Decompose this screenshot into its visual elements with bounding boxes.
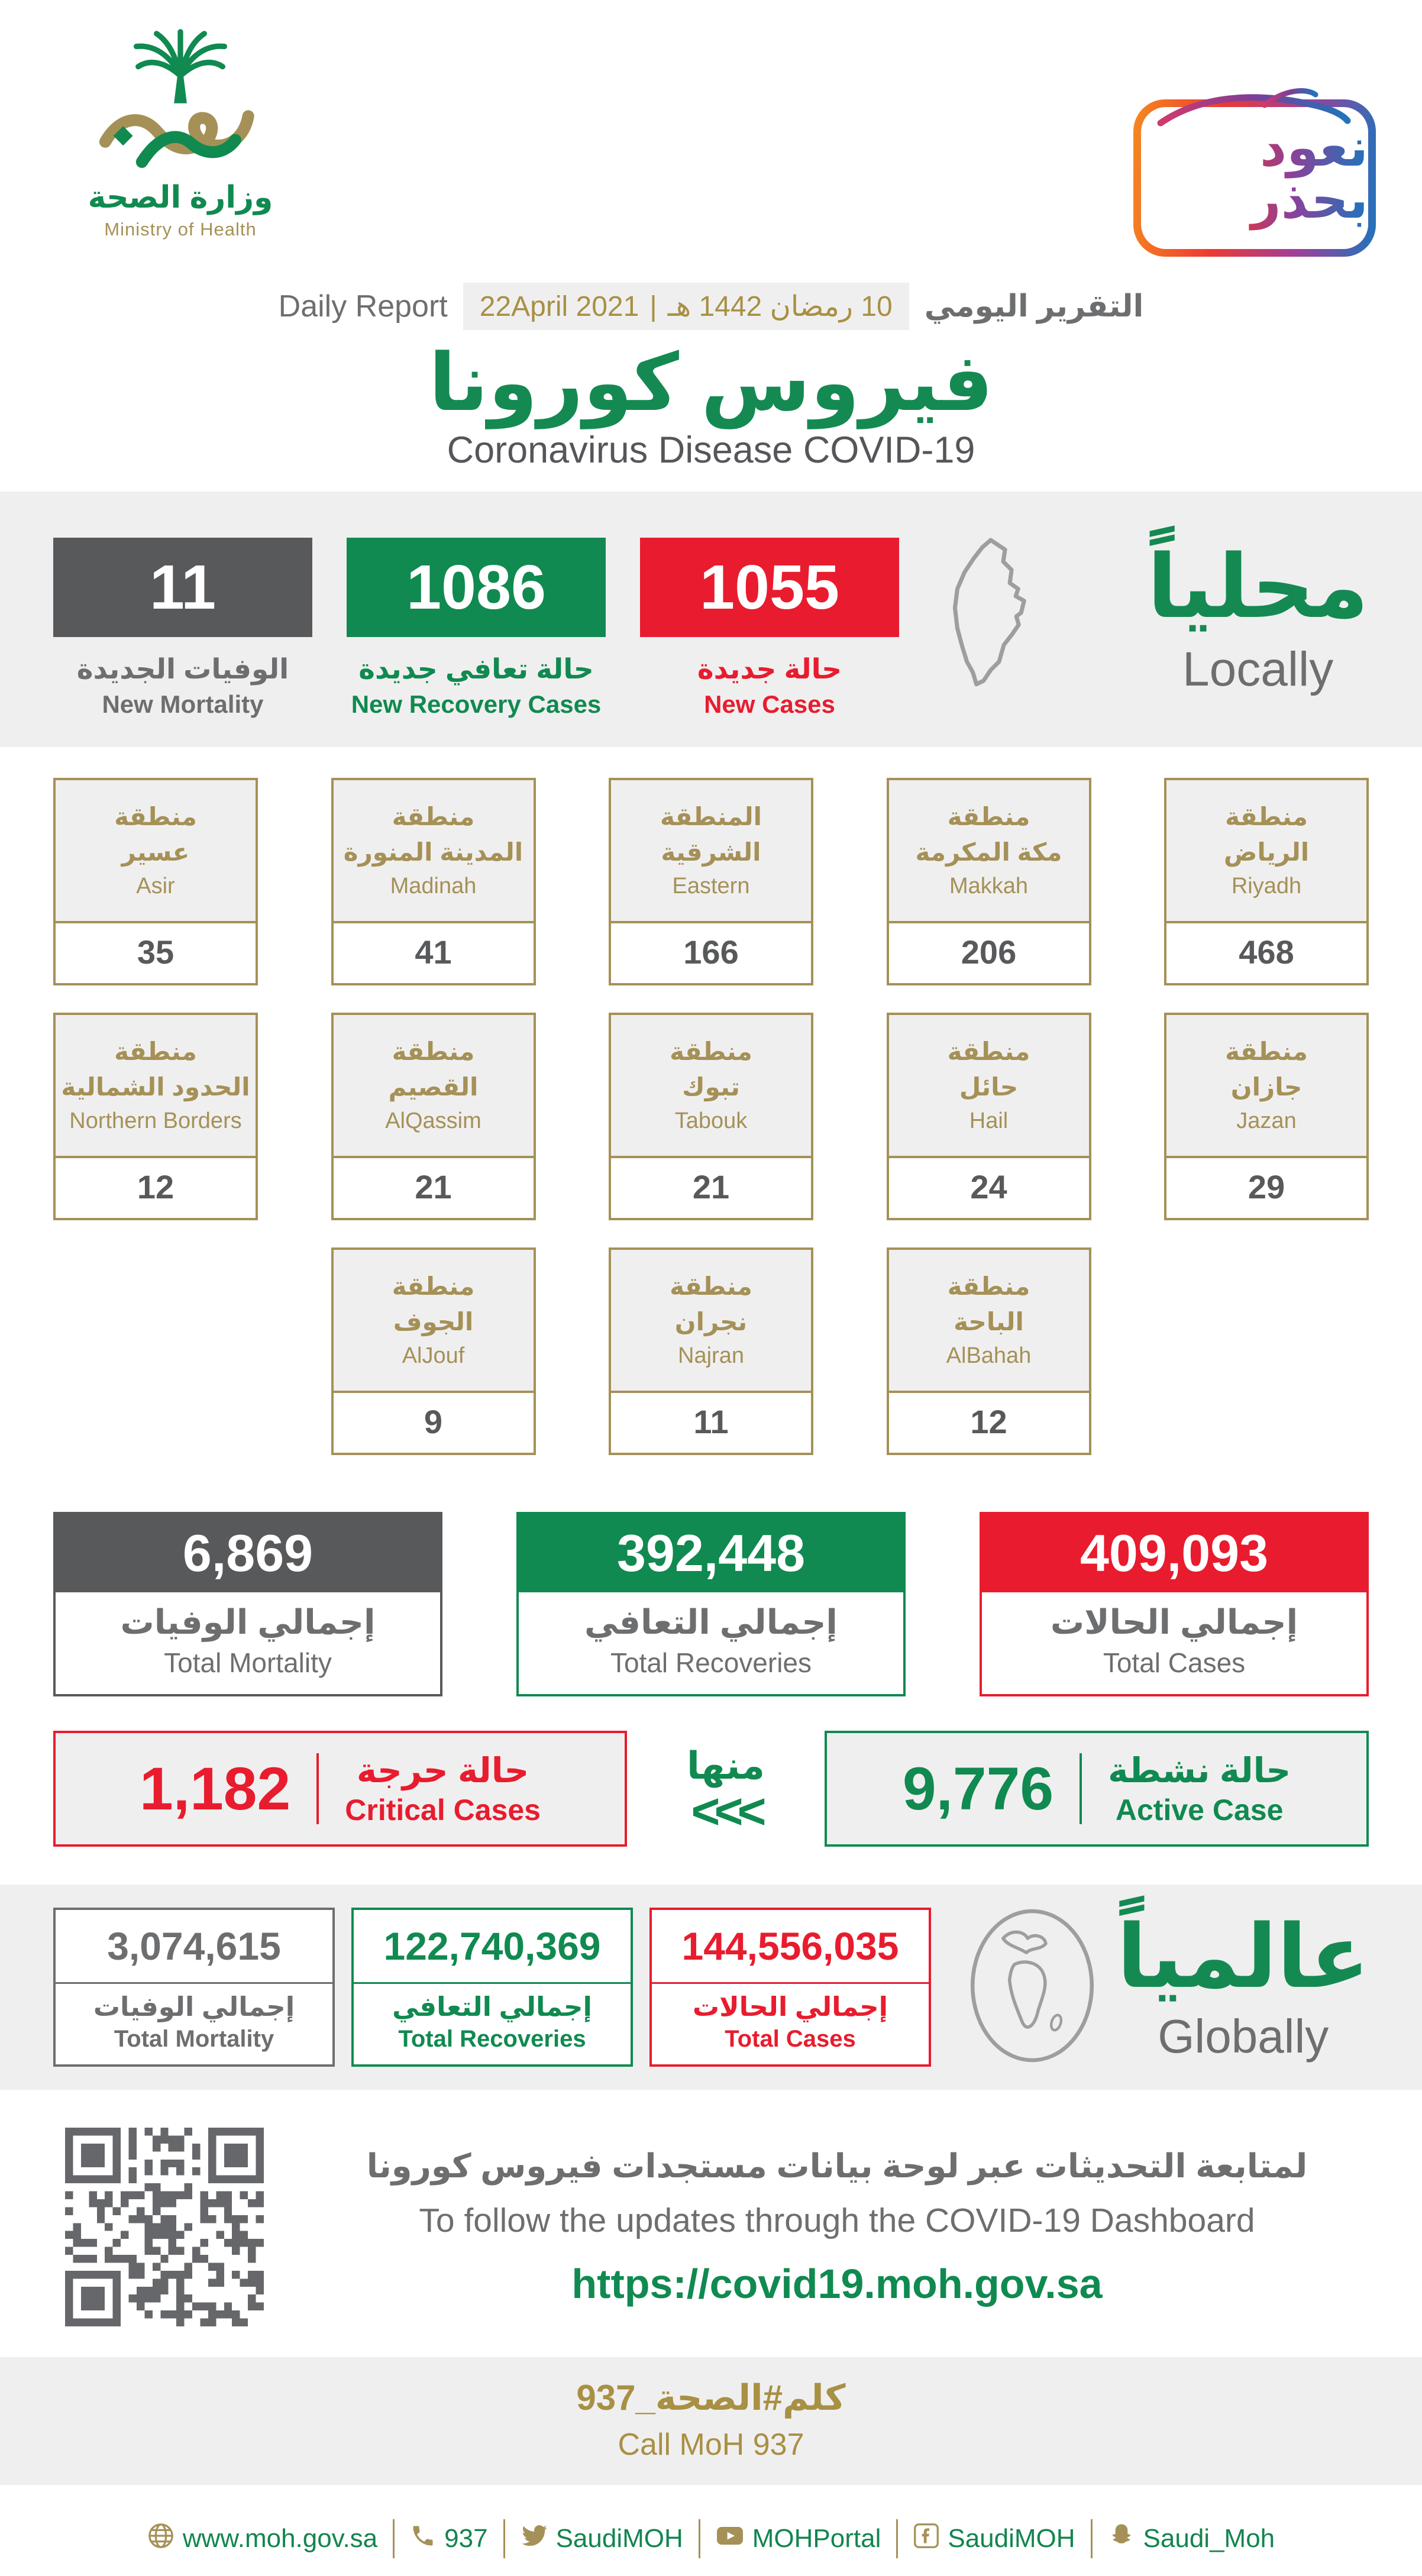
global-total-cases-label-ar: إجمالي الحالات xyxy=(692,1992,888,2022)
page-title-english: Coronavirus Disease COVID-19 xyxy=(447,429,975,471)
global-total-mortality-box xyxy=(53,1908,335,2067)
return-with-caution-badge xyxy=(1133,99,1376,257)
region-name-arabic-prefix: منطقة xyxy=(1225,802,1308,830)
global-total-mortality-label-en: Total Mortality xyxy=(114,2026,274,2053)
new-recovery-label-ar: حالة تعافي جديدة xyxy=(358,653,594,685)
region-card xyxy=(53,1013,258,1220)
divider xyxy=(393,2519,395,2558)
globe-icon xyxy=(147,2522,174,2556)
footer-youtube-link[interactable]: MOHPortal xyxy=(716,2522,881,2556)
critical-cases-label-ar: حالة حرجة xyxy=(356,1751,529,1790)
region-name-arabic-prefix: منطقة xyxy=(392,1272,475,1300)
call-center-label-ar: كلم#الصحة_937 xyxy=(576,2378,846,2418)
total-recoveries-value: 392,448 xyxy=(616,1524,806,1583)
divider xyxy=(896,2519,898,2558)
globe-icon xyxy=(964,1905,1100,2070)
global-total-recoveries-box xyxy=(351,1908,633,2067)
region-name-english: Northern Borders xyxy=(69,1108,242,1134)
total-mortality-box xyxy=(53,1512,442,1696)
region-name-arabic: جازان xyxy=(1230,1072,1303,1101)
palm-tree-logo-icon xyxy=(56,22,305,179)
regions-grid xyxy=(53,778,1369,1455)
total-recoveries-label-ar: إجمالي التعافي xyxy=(584,1604,838,1642)
dashboard-url-link[interactable]: https://covid19.moh.gov.sa xyxy=(571,2261,1103,2307)
region-new-cases-value: 12 xyxy=(970,1403,1007,1441)
daily-report-label-en: Daily Report xyxy=(278,289,448,324)
dashboard-note-ar: لمتابعة التحديثات عبر لوحة بيانات مستجدات فيروس كورونا xyxy=(366,2147,1308,2185)
divider xyxy=(316,1753,319,1824)
region-name-english: Asir xyxy=(136,874,175,899)
facebook-icon xyxy=(913,2523,939,2555)
locally-heading xyxy=(1147,538,1369,697)
global-total-recoveries-label-en: Total Recoveries xyxy=(398,2026,586,2053)
dashboard-section xyxy=(65,2128,1357,2326)
footer-contact-bar xyxy=(0,2485,1422,2576)
region-name-arabic: حائل xyxy=(959,1072,1019,1101)
globally-section xyxy=(0,1885,1422,2090)
region-name-english: AlQassim xyxy=(385,1108,481,1134)
logo-title-arabic: وزارة الصحة xyxy=(88,180,273,215)
region-name-arabic: مكة المكرمة xyxy=(915,838,1062,866)
region-name-arabic: المدينة المنورة xyxy=(343,838,523,866)
local-totals-section xyxy=(53,1512,1369,1696)
snapchat-icon xyxy=(1108,2522,1135,2556)
region-name-english: Riyadh xyxy=(1231,874,1302,899)
locally-heading-en: Locally xyxy=(1182,642,1334,696)
active-cases-label-ar: حالة نشطة xyxy=(1108,1751,1291,1790)
divider xyxy=(699,2519,700,2558)
total-cases-value: 409,093 xyxy=(1080,1524,1269,1583)
critical-cases-value: 1,182 xyxy=(140,1754,291,1822)
region-name-arabic-prefix: منطقة xyxy=(670,1272,752,1300)
region-new-cases-value: 9 xyxy=(424,1403,443,1441)
total-recoveries-label-en: Total Recoveries xyxy=(610,1647,812,1679)
region-card xyxy=(53,778,258,985)
region-name-arabic: عسير xyxy=(121,838,190,866)
region-name-english: Jazan xyxy=(1236,1108,1297,1134)
region-name-arabic: تبوك xyxy=(682,1072,740,1101)
critical-active-section xyxy=(53,1731,1369,1847)
region-name-english: AlBahah xyxy=(946,1343,1032,1369)
new-recovery-stat xyxy=(347,538,606,719)
region-name-english: AlJouf xyxy=(402,1343,465,1369)
region-name-arabic-prefix: منطقة xyxy=(947,1037,1030,1065)
divider xyxy=(503,2519,505,2558)
new-cases-value-box: 1055 xyxy=(640,538,899,637)
globally-heading xyxy=(1117,1908,1370,2063)
call-center-band xyxy=(0,2357,1422,2485)
region-card xyxy=(1164,1013,1369,1220)
badge-text: نعود بحذر xyxy=(1141,122,1368,234)
region-card xyxy=(609,1013,813,1220)
region-new-cases-value: 166 xyxy=(683,933,739,971)
new-mortality-label-ar: الوفيات الجديدة xyxy=(76,653,289,685)
global-total-mortality-value: 3,074,615 xyxy=(56,1910,332,1984)
new-mortality-label-en: New Mortality xyxy=(102,690,264,719)
region-card xyxy=(331,1013,536,1220)
region-name-english: Hail xyxy=(969,1108,1009,1134)
region-name-arabic-prefix: منطقة xyxy=(947,1272,1030,1300)
of-which-label-ar: منها xyxy=(686,1744,765,1788)
active-cases-box xyxy=(825,1731,1369,1847)
region-card xyxy=(1164,778,1369,985)
region-name-english: Eastern xyxy=(672,874,750,899)
total-mortality-value: 6,869 xyxy=(182,1524,314,1583)
region-name-arabic: نجران xyxy=(674,1307,748,1336)
region-name-arabic: الحدود الشمالية xyxy=(61,1072,250,1101)
region-new-cases-value: 206 xyxy=(961,933,1017,971)
region-name-arabic: الجوف xyxy=(393,1307,474,1336)
logo-title-english: Ministry of Health xyxy=(104,219,257,240)
chevrons-left-icon: <<< xyxy=(691,1783,761,1840)
date-gregorian: 22April 2021 xyxy=(479,290,639,322)
region-name-arabic: الباحة xyxy=(954,1307,1024,1336)
saudi-map-icon xyxy=(933,534,1065,698)
new-recovery-label-en: New Recovery Cases xyxy=(351,690,602,719)
region-name-arabic-prefix: منطقة xyxy=(670,1037,752,1065)
global-total-cases-label-en: Total Cases xyxy=(725,2026,856,2053)
global-total-cases-box xyxy=(649,1908,931,2067)
region-card xyxy=(331,778,536,985)
new-mortality-stat xyxy=(53,538,312,719)
divider xyxy=(1091,2519,1093,2558)
global-total-mortality-label-ar: إجمالي الوفيات xyxy=(93,1992,295,2022)
total-mortality-label-en: Total Mortality xyxy=(164,1647,332,1679)
date-hijri: 10 رمضان 1442 هـ xyxy=(667,291,893,322)
region-new-cases-value: 21 xyxy=(415,1168,452,1206)
active-cases-label-en: Active Case xyxy=(1115,1793,1284,1827)
date-separator: | xyxy=(649,290,657,322)
region-name-arabic-prefix: منطقة xyxy=(1225,1037,1308,1065)
region-new-cases-value: 11 xyxy=(693,1403,729,1441)
total-cases-label-ar: إجمالي الحالات xyxy=(1050,1604,1298,1642)
region-new-cases-value: 29 xyxy=(1248,1168,1285,1206)
new-cases-stat xyxy=(640,538,899,719)
region-new-cases-value: 12 xyxy=(137,1168,174,1206)
active-cases-value: 9,776 xyxy=(902,1754,1054,1822)
region-name-arabic-prefix: منطقة xyxy=(114,1037,197,1065)
divider xyxy=(1080,1753,1082,1824)
footer-website-link[interactable]: www.moh.gov.sa xyxy=(147,2522,377,2556)
region-name-arabic-prefix: منطقة xyxy=(947,802,1030,830)
locally-heading-ar: محلياً xyxy=(1147,538,1369,636)
region-name-arabic: الرياض xyxy=(1223,838,1310,866)
new-cases-label-ar: حالة جديدة xyxy=(697,653,842,685)
region-card xyxy=(887,778,1091,985)
total-cases-label-en: Total Cases xyxy=(1103,1647,1246,1679)
report-date xyxy=(463,283,909,330)
region-name-english: Makkah xyxy=(949,874,1029,899)
badge-swoosh-icon xyxy=(1157,79,1352,138)
of-which-indicator xyxy=(681,1744,771,1840)
region-name-english: Madinah xyxy=(390,874,477,899)
region-card xyxy=(887,1013,1091,1220)
region-name-arabic-prefix: منطقة xyxy=(392,802,475,830)
ministry-of-health-logo xyxy=(56,22,305,240)
total-recoveries-box xyxy=(516,1512,906,1696)
locally-section xyxy=(0,492,1422,747)
global-total-recoveries-value: 122,740,369 xyxy=(354,1910,631,1984)
region-card xyxy=(609,1247,813,1455)
critical-cases-box xyxy=(53,1731,627,1847)
phone-icon xyxy=(410,2523,436,2555)
region-name-english: Tabouk xyxy=(674,1108,748,1134)
page-title-arabic: فيروس كورونا xyxy=(428,339,994,427)
region-name-arabic-prefix: المنطقة xyxy=(660,802,762,830)
call-center-label-en: Call MoH 937 xyxy=(618,2428,804,2462)
youtube-icon xyxy=(716,2522,744,2556)
new-recovery-value-box: 1086 xyxy=(347,538,606,637)
region-new-cases-value: 24 xyxy=(970,1168,1007,1206)
region-new-cases-value: 468 xyxy=(1239,933,1294,971)
region-name-english: Najran xyxy=(678,1343,744,1369)
total-cases-box xyxy=(980,1512,1369,1696)
global-total-recoveries-label-ar: إجمالي التعافي xyxy=(392,1992,592,2022)
globally-heading-ar: عالمياً xyxy=(1117,1908,1370,2006)
region-new-cases-value: 41 xyxy=(415,933,452,971)
globally-heading-en: Globally xyxy=(1158,2009,1329,2063)
qr-code xyxy=(65,2128,264,2326)
critical-cases-label-en: Critical Cases xyxy=(345,1793,541,1827)
region-name-arabic: الشرقية xyxy=(661,838,761,866)
region-new-cases-value: 35 xyxy=(137,933,174,971)
footer-facebook-link[interactable]: SaudiMOH xyxy=(913,2523,1075,2555)
footer-twitter-link[interactable]: SaudiMOH xyxy=(521,2522,683,2556)
region-name-arabic-prefix: منطقة xyxy=(392,1037,475,1065)
region-new-cases-value: 21 xyxy=(692,1168,730,1206)
region-card xyxy=(331,1247,536,1455)
footer-snapchat-link[interactable]: Saudi_Moh xyxy=(1108,2522,1275,2556)
footer-phone-link[interactable]: 937 xyxy=(410,2523,487,2555)
daily-report-label-ar: التقرير اليومي xyxy=(924,289,1144,324)
new-cases-label-en: New Cases xyxy=(704,690,835,719)
total-mortality-label-ar: إجمالي الوفيات xyxy=(120,1604,376,1642)
region-name-arabic-prefix: منطقة xyxy=(114,802,197,830)
twitter-icon xyxy=(521,2522,548,2556)
global-total-cases-value: 144,556,035 xyxy=(652,1910,929,1984)
dashboard-note-en: To follow the updates through the COVID-19 Dashboard xyxy=(419,2202,1255,2240)
region-card xyxy=(887,1247,1091,1455)
region-card xyxy=(609,778,813,985)
region-name-arabic: القصيم xyxy=(388,1072,479,1101)
new-mortality-value-box: 11 xyxy=(53,538,312,637)
